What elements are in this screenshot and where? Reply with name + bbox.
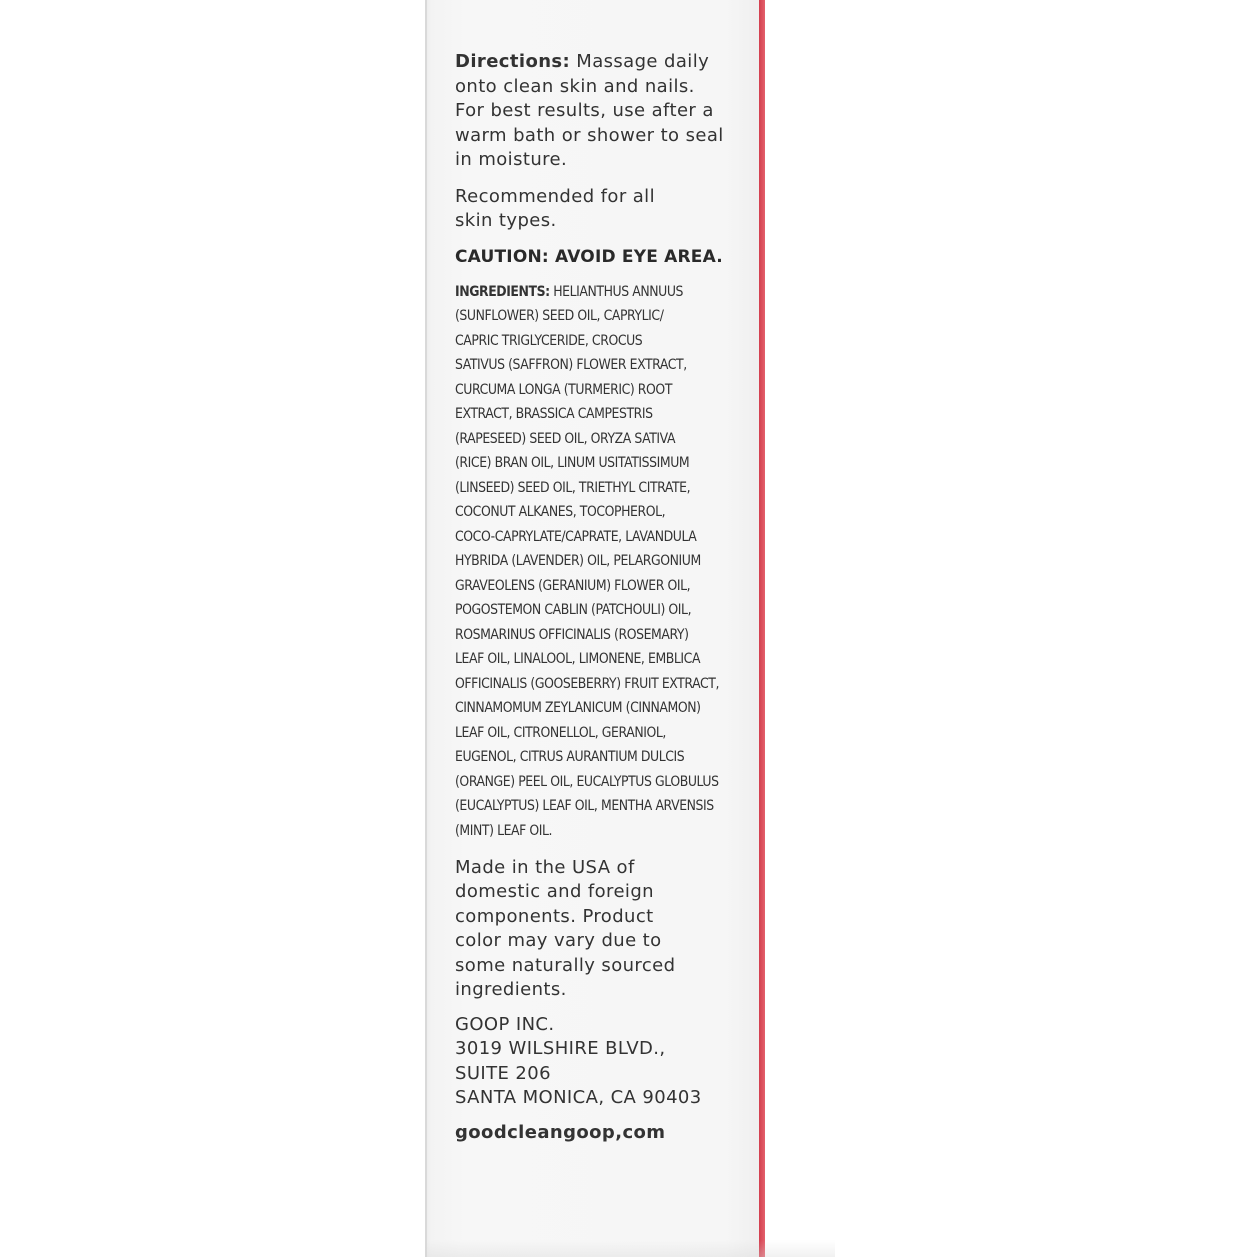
ingredient-line: HYBRIDA (LAVENDER) OIL, PELARGONIUM: [455, 553, 701, 569]
ingredient-line: SATIVUS (SAFFRON) FLOWER EXTRACT,: [455, 357, 687, 373]
address-line: 3019 WILSHIRE BLVD.,: [455, 1038, 666, 1059]
directions-line: warm bath or shower to seal: [455, 124, 724, 146]
box-bottom-shadow: [425, 1240, 835, 1257]
ingredient-line: (RAPESEED) SEED OIL, ORYZA SATIVA: [455, 430, 676, 447]
ingredient-line: EXTRACT, BRASSICA CAMPESTRIS: [455, 406, 653, 422]
origin-line: some naturally sourced: [455, 954, 676, 976]
ingredient-line: CINNAMOMUM ZEYLANICUM (CINNAMON): [455, 700, 701, 716]
box-left-edge: [425, 0, 427, 1257]
ingredients-list: [455, 280, 747, 844]
directions-line: onto clean skin and nails.: [455, 75, 695, 97]
origin-line: domestic and foreign: [455, 881, 654, 902]
ingredient-line: COCONUT ALKANES, TOCOPHEROL,: [455, 504, 666, 520]
recommended-line: Recommended for all: [455, 185, 655, 207]
website-text: goodcleangoop,com: [455, 1121, 666, 1143]
directions-label: Directions:: [455, 51, 571, 72]
ingredient-line: (LINSEED) SEED OIL, TRIETHYL CITRATE,: [455, 479, 691, 496]
address-block: [455, 1013, 745, 1111]
ingredient-line: (SUNFLOWER) SEED OIL, CAPRYLIC/: [455, 308, 664, 324]
ingredient-line: POGOSTEMON CABLIN (PATCHOULI) OIL,: [455, 602, 692, 618]
ingredient-line: GRAVEOLENS (GERANIUM) FLOWER OIL,: [455, 577, 691, 594]
origin-line: color may vary due to: [455, 930, 662, 951]
ingredient-line: COCO-CAPRYLATE/CAPRATE, LAVANDULA: [455, 528, 697, 545]
ingredients-label: INGREDIENTS:: [455, 283, 550, 300]
origin-line: components. Product: [455, 905, 654, 927]
ingredient-line: (MINT) LEAF OIL.: [455, 822, 553, 839]
directions-line: For best results, use after a: [455, 100, 714, 121]
address-line: GOOP INC.: [455, 1013, 555, 1035]
ingredient-line: CURCUMA LONGA (TURMERIC) ROOT: [455, 381, 673, 398]
directions-paragraph: [455, 50, 745, 173]
label-text-block: [455, 50, 745, 1145]
origin-line: ingredients.: [455, 979, 567, 1000]
ingredient-line: HELIANTHUS ANNUUS: [549, 283, 684, 300]
origin-paragraph: [455, 856, 745, 1003]
ingredient-line: CAPRIC TRIGLYCERIDE, CROCUS: [455, 332, 643, 349]
ingredient-line: OFFICINALIS (GOOSEBERRY) FRUIT EXTRACT,: [455, 675, 719, 692]
recommended-line: skin types.: [455, 210, 557, 231]
ingredient-line: ROSMARINUS OFFICINALIS (ROSEMARY): [455, 626, 689, 643]
ingredient-line: (EUCALYPTUS) LEAF OIL, MENTHA ARVENSIS: [455, 798, 714, 814]
ingredient-line: (RICE) BRAN OIL, LINUM USITATISSIMUM: [455, 455, 690, 471]
directions-line: Massage daily: [570, 51, 710, 72]
red-edge-stripe: [759, 0, 765, 1257]
ingredient-line: EUGENOL, CITRUS AURANTIUM DULCIS: [455, 749, 685, 765]
ingredient-line: (ORANGE) PEEL OIL, EUCALYPTUS GLOBULUS: [455, 773, 719, 790]
address-line: SUITE 206: [455, 1062, 551, 1084]
ingredients-wrapper: [455, 280, 745, 846]
ingredient-line: LEAF OIL, CITRONELLOL, GERANIOL,: [455, 724, 666, 741]
ingredient-line: LEAF OIL, LINALOOL, LIMONENE, EMBLICA: [455, 651, 701, 667]
directions-line: in moisture.: [455, 149, 568, 170]
recommended-paragraph: [455, 185, 745, 234]
caution-text: CAUTION: AVOID EYE AREA.: [455, 246, 723, 267]
address-line: SANTA MONICA, CA 90403: [455, 1087, 702, 1108]
origin-line: Made in the USA of: [455, 856, 635, 878]
